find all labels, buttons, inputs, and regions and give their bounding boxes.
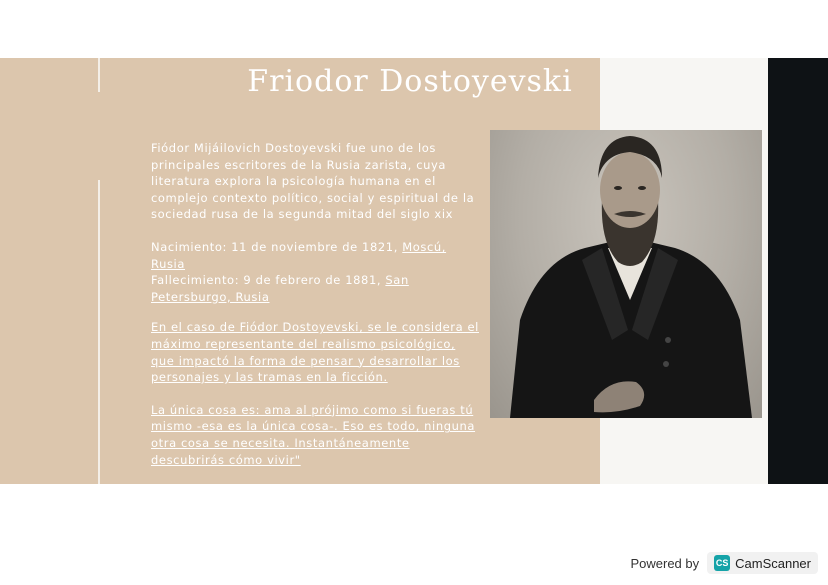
- decorative-line-bottom: [98, 180, 100, 484]
- powered-by-label: Powered by: [630, 555, 700, 571]
- dark-side-strip: [768, 58, 828, 484]
- slide-title: Friodor Dostoyevski: [247, 64, 573, 99]
- presentation-slide: [0, 58, 828, 484]
- camscanner-badge: [707, 552, 818, 574]
- portrait-illustration: [490, 130, 762, 418]
- camscanner-brand: CamScanner: [735, 555, 811, 571]
- birth-place-link[interactable]: Moscú, Rusia: [151, 239, 447, 271]
- scanner-watermark: [630, 550, 818, 576]
- dates-paragraph: [151, 239, 479, 305]
- decorative-line-top: [98, 58, 100, 92]
- quote-link[interactable]: La única cosa es: ama al prójimo como si fueras tú mismo -esa es la única cosa-. Eso es todo, ninguna otra cosa se necesita. Instantáneamente descubrirás cómo vivir": [151, 402, 476, 467]
- realism-link[interactable]: En el caso de Fiódor Dostoyevski, se le considera el máximo representante del realismo psicológico, que impactó la forma de pensar y desarrollar los personajes y las tramas en la ficción.: [151, 320, 479, 385]
- death-label: Fallecimiento: 9 de febrero de 1881,: [151, 273, 386, 288]
- camscanner-logo-icon: CS: [714, 555, 730, 571]
- birth-label: Nacimiento: 11 de noviembre de 1821,: [151, 239, 403, 254]
- author-portrait: [490, 130, 762, 418]
- text-column: [151, 140, 479, 484]
- intro-paragraph: Fiódor Mijáilovich Dostoyevski fue uno de los principales escritores de la Rusia zarista, cuya literatura explora la psicología humana en el complejo contexto político, social y espiritual de la sociedad rusa de la segunda mitad del siglo xix: [151, 141, 475, 222]
- death-place-link[interactable]: San Petersburgo, Rusia: [151, 273, 409, 304]
